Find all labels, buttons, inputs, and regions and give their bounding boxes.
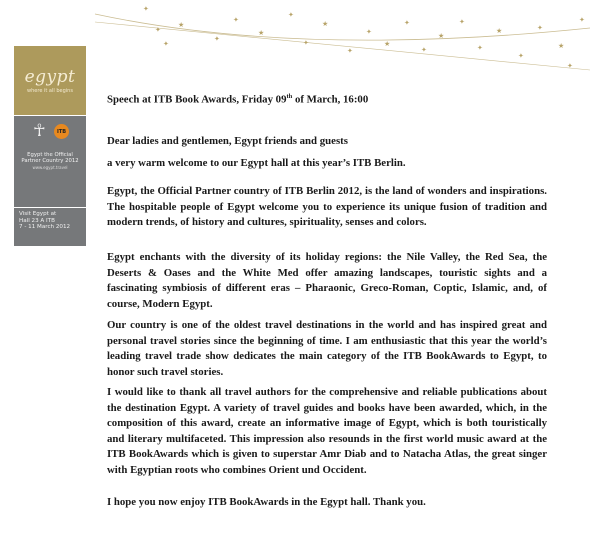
logo-tagline: where it all begins xyxy=(27,88,73,94)
partner-line-2: Partner Country 2012 xyxy=(21,158,79,164)
svg-text:★: ★ xyxy=(178,21,185,29)
visit-line-2: Hall 23 A ITB xyxy=(19,217,55,224)
heading-prefix: Speech at ITB Book Awards, Friday 09 xyxy=(107,93,287,106)
egypt-logo xyxy=(14,46,86,115)
svg-text:★: ★ xyxy=(438,32,445,40)
paragraph-thanks: I would like to thank all travel authors for the comprehensive and reliable publications about the destination Egypt. A variety of travel guides and books have been awarded, which, in the composition of this award, create an informative image of Egypt, which is both touristically and literary multifaceted. This impression also resounds in the first world music award at the ITB BookAwards which is given to superstar Amr Diab and to Natacha Atlas, the great singer with Egyptian roots who combines Orient und Occident. xyxy=(107,386,547,476)
visit-line-3: 7 - 11 March 2012 xyxy=(19,224,71,231)
svg-text:✦: ✦ xyxy=(303,39,309,47)
svg-text:✦: ✦ xyxy=(155,26,161,34)
svg-text:✦: ✦ xyxy=(477,44,483,52)
svg-text:✦: ✦ xyxy=(163,40,169,48)
svg-text:✦: ✦ xyxy=(288,11,294,19)
star-banner xyxy=(0,0,595,100)
paragraph-regions: Egypt enchants with the diversity of its holiday regions: the Nile Valley, the Red Sea, the Deserts & Oases and the White Med offer amazing landscapes, touristic sights and a fascinating symbiosis of different eras – Pharaonic, Greco-Roman, Coptic, Islamic, and, of course, Modern Egypt. xyxy=(107,251,547,310)
svg-text:✦: ✦ xyxy=(404,19,410,27)
svg-text:✦: ✦ xyxy=(421,46,427,54)
heading-suffix: of March, 16:00 xyxy=(292,93,369,106)
paragraph-closing: I hope you now enjoy ITB BookAwards in the Egypt hall. Thank you. xyxy=(107,496,426,508)
itb-logo-icon: ITB xyxy=(54,124,69,139)
speech-heading xyxy=(107,93,368,106)
svg-text:★: ★ xyxy=(558,42,565,50)
svg-text:✦: ✦ xyxy=(537,24,543,32)
paragraph-welcome: a very warm welcome to our Egypt hall at this year’s ITB Berlin. xyxy=(107,157,406,169)
partner-panel xyxy=(14,116,86,207)
svg-text:★: ★ xyxy=(496,27,503,35)
paragraph-history: Our country is one of the oldest travel destinations in the world and has inspired great and personal travel stories since the beginning of time. I am enthusiastic that this year the world’s leading travel trade show dedicates the main category of the ITB BookAwards to Egypt, to honor such travel stories. xyxy=(107,319,547,378)
greeting: Dear ladies and gentlemen, Egypt friends and guests xyxy=(107,135,348,147)
paragraph-partner: Egypt, the Official Partner country of ITB Berlin 2012, is the land of wonders and inspirations. The hospitable people of Egypt welcome you to experience its unique fusion of tradition and modern trends, of history and cultures, spirituality, senses and colors. xyxy=(107,185,547,228)
svg-text:✦: ✦ xyxy=(567,62,573,70)
partner-url: www.egypt.travel xyxy=(32,165,68,170)
svg-text:✦: ✦ xyxy=(366,28,372,36)
svg-text:✦: ✦ xyxy=(459,18,465,26)
svg-text:★: ★ xyxy=(322,20,329,28)
svg-text:✦: ✦ xyxy=(518,52,524,60)
egypt-sidebar xyxy=(14,46,86,246)
svg-text:★: ★ xyxy=(384,40,391,48)
visit-panel xyxy=(14,208,86,246)
partner-line-1: Egypt the Official xyxy=(27,152,73,158)
heading-sup: th xyxy=(286,93,293,100)
visit-line-1: Visit Egypt at xyxy=(19,211,57,217)
svg-text:✦: ✦ xyxy=(143,5,149,13)
svg-text:✦: ✦ xyxy=(347,47,353,55)
logo-word: egypt xyxy=(24,67,76,87)
svg-text:✦: ✦ xyxy=(233,16,239,24)
svg-text:★: ★ xyxy=(258,29,265,37)
svg-text:✦: ✦ xyxy=(579,16,585,24)
ankh-icon: ☥ xyxy=(33,121,46,141)
svg-text:✦: ✦ xyxy=(214,35,220,43)
